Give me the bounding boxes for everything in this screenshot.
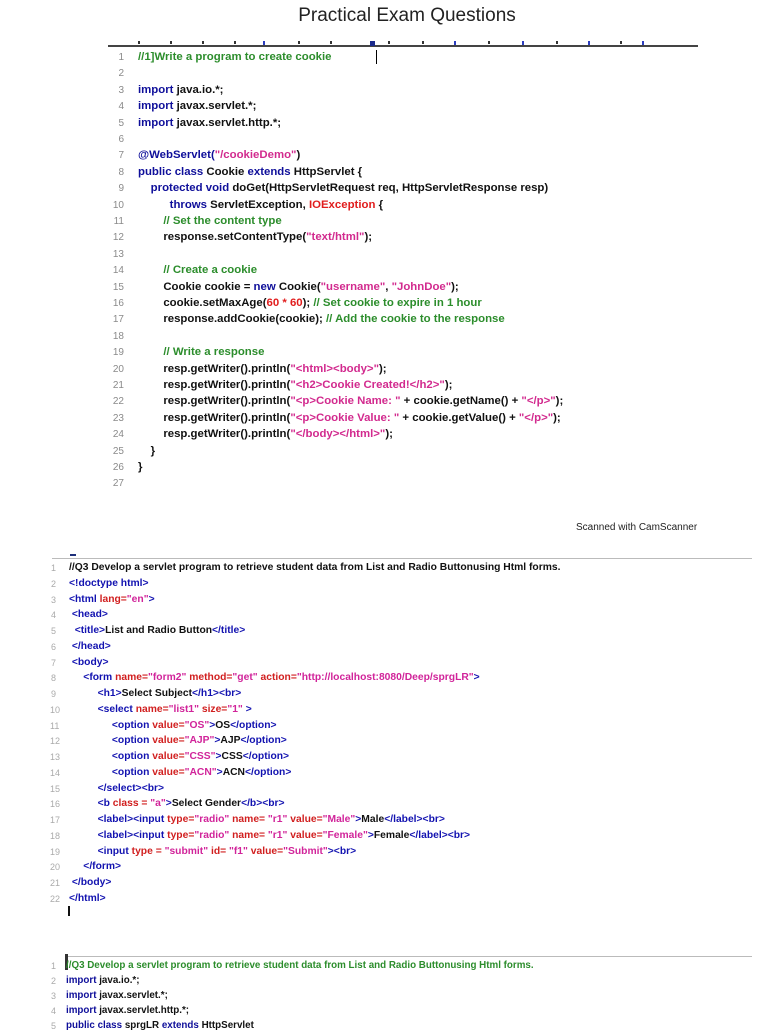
code-line	[138, 445, 155, 457]
code-token: <form	[69, 672, 116, 684]
code-line	[138, 117, 281, 129]
code-token: </html>	[69, 892, 106, 904]
code-token: "form2"	[147, 672, 190, 684]
line-number: 5	[50, 626, 56, 636]
code-token: <label><input	[69, 814, 168, 825]
code-line	[138, 199, 383, 211]
code-token	[138, 264, 163, 276]
code-token: <!doctype html>	[69, 577, 149, 589]
code-line	[138, 149, 300, 161]
ruler-tick	[202, 41, 204, 44]
line-number: 8	[118, 166, 124, 178]
code-token: </label><br>	[384, 814, 445, 825]
code-token: // Add the cookie to the response	[326, 313, 505, 326]
line-number: 15	[112, 281, 124, 293]
line-number: 6	[118, 134, 124, 145]
ruler-tick	[138, 41, 140, 44]
scanner-watermark: Scanned with CamScanner	[576, 522, 698, 533]
line-number: 2	[50, 578, 56, 589]
line-number: 5	[50, 1021, 56, 1031]
code-line	[138, 84, 223, 96]
code-token: // Write a response	[163, 346, 265, 359]
code-token: </h1><br>	[192, 688, 242, 699]
code-token: name=	[232, 814, 268, 825]
code-line	[138, 51, 332, 63]
line-number: 13	[50, 752, 61, 762]
code-line	[69, 578, 149, 589]
code-line	[69, 672, 480, 683]
code-token: HttpServlet	[201, 1020, 254, 1031]
ruler-tick	[388, 41, 390, 44]
line-number: 12	[50, 736, 61, 747]
code-token: </form>	[69, 861, 122, 873]
code-token: Cookie	[206, 165, 248, 178]
line-number: 19	[112, 347, 124, 359]
line-number: 13	[112, 248, 124, 260]
code-line	[138, 346, 264, 358]
code-token: </title>	[212, 625, 246, 636]
line-number: 23	[112, 412, 124, 424]
code-token: >	[165, 798, 172, 810]
code-token: "CSS"	[184, 751, 216, 762]
code-token: );	[444, 379, 453, 391]
code-token: public class	[138, 165, 207, 178]
line-number: 2	[50, 976, 56, 986]
line-number: 10	[50, 704, 61, 715]
code-token: //Q3 Develop a servlet program to retrieve student data from List and Radio Buttonusing Html forms.	[69, 562, 561, 573]
code-token: <label><input	[69, 829, 168, 841]
code-token: import	[66, 975, 100, 986]
line-number: 11	[113, 216, 124, 227]
line-number: 16	[50, 799, 61, 810]
code-block-html-form	[52, 554, 752, 924]
code-line	[69, 830, 470, 841]
code-token: java.io.*;	[99, 975, 140, 986]
code-token: >	[216, 766, 223, 778]
line-number: 19	[50, 846, 61, 857]
code-token: <b	[69, 798, 113, 810]
code-token: "<p>Cookie Name: "	[290, 395, 401, 408]
code-line	[138, 166, 362, 178]
line-number: 26	[112, 462, 124, 473]
code-token: javax.servlet.http.*;	[176, 116, 282, 129]
code-line	[69, 609, 108, 620]
code-token: "en"	[126, 593, 149, 605]
code-token: <option	[69, 735, 153, 747]
code-line	[138, 281, 459, 293]
code-token: throws	[169, 198, 211, 211]
code-token: 60 * 60	[266, 297, 303, 309]
code-token: public class	[66, 1020, 125, 1031]
line-number: 7	[118, 150, 124, 162]
code-token: // Set cookie to expire in 1 hour	[313, 297, 482, 309]
code-token: action=	[260, 672, 297, 684]
code-line	[138, 182, 548, 194]
code-token: // Set the content type	[163, 215, 282, 227]
code-token: Female	[373, 829, 410, 841]
code-line	[69, 562, 560, 573]
code-token: "Male"	[322, 814, 356, 825]
code-token: response.addCookie(cookie);	[138, 313, 326, 326]
code-token: <option	[69, 766, 153, 778]
code-token: value=	[152, 766, 185, 778]
line-number: 4	[50, 1006, 56, 1016]
code-token: </option>	[240, 735, 287, 747]
code-token: import	[138, 100, 177, 113]
code-token: OS	[215, 719, 231, 731]
ruler-tick	[488, 41, 490, 44]
section-marker	[70, 554, 76, 556]
code-token: cookie.setMaxAge(	[138, 297, 267, 309]
code-line	[69, 877, 111, 888]
code-token: import	[138, 116, 177, 129]
code-token: {	[375, 198, 384, 211]
code-token: protected void	[150, 182, 233, 195]
line-number: 7	[50, 657, 56, 668]
code-token: <option	[69, 719, 153, 731]
ruler-tick	[263, 41, 265, 45]
code-token: Cookie cookie =	[138, 280, 254, 293]
code-token: HttpServlet {	[293, 165, 363, 178]
code-token: );	[364, 231, 373, 244]
code-token: import	[138, 83, 177, 96]
code-token: "<h2>Cookie Created!</h2>"	[290, 379, 445, 391]
line-number: 22	[50, 893, 61, 904]
code-token: doGet(HttpServletRequest req, HttpServletResponse resp)	[232, 182, 549, 195]
code-token: );	[553, 411, 561, 424]
text-cursor	[68, 906, 70, 916]
code-token	[138, 215, 163, 227]
line-number: 3	[50, 991, 56, 1001]
line-number: 1	[118, 52, 124, 63]
code-token: >	[214, 735, 221, 747]
code-token	[138, 199, 170, 211]
ruler-indent-marker	[370, 41, 375, 46]
code-token: </head>	[69, 640, 111, 652]
code-token: "radio"	[194, 829, 233, 841]
code-token: "list1"	[168, 703, 202, 715]
line-number: 10	[112, 199, 124, 211]
code-token: "f1"	[229, 845, 251, 857]
code-line	[69, 641, 111, 652]
code-token: "radio"	[194, 814, 233, 825]
code-token: javax.servlet.*;	[99, 990, 168, 1001]
code-token: <option	[69, 751, 153, 762]
code-line	[69, 783, 164, 794]
code-token: //Q3 Develop a servlet program to retrieve student data from List and Radio Buttonusing Html forms.	[66, 960, 534, 971]
code-line	[69, 720, 277, 731]
line-number: 4	[118, 101, 124, 113]
code-token: "JohnDoe"	[391, 280, 452, 293]
code-token: "<p>Cookie Value: "	[290, 411, 400, 424]
code-token: </option>	[230, 719, 277, 731]
ruler-tick	[422, 41, 424, 44]
line-number: 8	[50, 673, 56, 684]
code-token: "a"	[150, 798, 166, 810]
code-token: value=	[152, 751, 185, 762]
code-token: "r1"	[267, 829, 291, 841]
ruler-tick	[234, 41, 236, 44]
ruler-tick	[556, 41, 558, 44]
line-number: 15	[50, 783, 61, 794]
code-token: );	[302, 297, 314, 309]
code-line	[138, 313, 505, 325]
code-line	[138, 363, 387, 375]
line-number: 14	[112, 265, 124, 277]
code-token: IOException	[308, 198, 376, 211]
line-number: 25	[112, 445, 124, 457]
code-token: name=	[232, 829, 268, 841]
code-token: );	[451, 280, 459, 293]
code-token: ><br>	[327, 845, 357, 857]
line-number: 17	[50, 815, 61, 825]
line-number: 18	[50, 830, 61, 841]
line-number: 21	[50, 878, 61, 888]
line-number: 21	[112, 380, 124, 391]
code-token: "text/html"	[306, 231, 365, 244]
code-line	[69, 767, 291, 778]
code-token: javax.servlet.*;	[176, 100, 257, 113]
code-token: class =	[112, 798, 151, 810]
code-token: "username"	[320, 280, 386, 293]
code-token: "Female"	[322, 829, 368, 841]
ruler-tick	[170, 41, 172, 44]
code-token: List and Radio Button	[105, 625, 213, 636]
code-line	[69, 814, 445, 825]
code-token: import	[66, 1005, 100, 1016]
code-token: );	[378, 362, 387, 375]
code-token: type=	[167, 829, 195, 841]
code-token: method=	[189, 672, 233, 684]
page-title: Practical Exam Questions	[298, 5, 516, 26]
code-token: <input	[69, 845, 132, 857]
code-token: + cookie.getName() +	[400, 395, 522, 408]
code-line	[138, 297, 482, 309]
code-token: "/cookieDemo"	[214, 149, 297, 162]
code-token: value=	[152, 719, 185, 731]
line-number: 5	[118, 117, 124, 129]
code-token: "get"	[232, 672, 261, 684]
code-token: // Create a cookie	[163, 264, 258, 277]
line-number: 1	[50, 961, 56, 971]
editor-ruler	[108, 45, 698, 47]
code-token: resp.getWriter().println(	[138, 362, 291, 375]
code-line	[138, 100, 256, 112]
code-token: value=	[152, 735, 185, 747]
code-token: <select	[69, 703, 136, 715]
code-token: response.setContentType(	[138, 231, 307, 244]
line-number: 16	[112, 298, 124, 309]
ruler-tick	[642, 41, 644, 45]
line-number: 17	[112, 314, 124, 326]
text-cursor	[376, 50, 377, 64]
code-token: "<html><body>"	[290, 362, 379, 375]
ruler-tick	[620, 41, 622, 44]
code-token: import	[66, 990, 100, 1001]
code-token: <title>	[69, 625, 106, 636]
ruler-tick	[330, 41, 332, 44]
code-token: "</p>"	[518, 411, 554, 424]
code-token: "r1"	[267, 814, 291, 825]
code-token: >	[473, 672, 480, 684]
code-line	[69, 751, 289, 762]
code-line	[69, 704, 252, 715]
line-number: 24	[112, 429, 124, 441]
code-token: type=	[167, 814, 195, 825]
code-token: </b><br>	[241, 798, 285, 810]
code-line	[66, 990, 168, 1001]
code-token: "ACN"	[184, 766, 217, 778]
code-token: </select><br>	[69, 782, 165, 794]
ruler-tick	[454, 41, 456, 45]
code-token: java.io.*;	[176, 83, 224, 96]
code-line	[69, 798, 285, 809]
code-line	[69, 735, 287, 746]
code-token: >	[215, 751, 222, 762]
code-token: ServletException,	[210, 198, 309, 211]
code-token: >	[209, 719, 216, 731]
section-divider	[66, 956, 752, 957]
line-number: 27	[112, 478, 124, 490]
code-line	[138, 428, 393, 440]
line-number: 6	[50, 641, 56, 652]
code-line	[69, 893, 106, 904]
line-number: 12	[112, 232, 124, 244]
code-token: size=	[201, 703, 228, 715]
code-token: >	[245, 703, 252, 715]
code-line	[138, 412, 561, 424]
code-line	[66, 960, 534, 971]
code-token: name=	[115, 672, 148, 684]
code-token: </body>	[69, 877, 112, 888]
code-line	[69, 657, 108, 668]
code-token: </option>	[242, 751, 290, 762]
code-token: Cookie(	[278, 280, 321, 293]
code-token: resp.getWriter().println(	[138, 379, 291, 391]
code-line	[138, 264, 257, 276]
code-token: extends	[161, 1020, 202, 1031]
code-block-cookie	[108, 45, 698, 495]
line-number: 14	[50, 767, 61, 778]
code-token: "submit"	[164, 845, 211, 857]
code-token: Male	[361, 814, 385, 825]
code-token: "</p>"	[521, 395, 556, 408]
code-line	[138, 231, 372, 243]
code-token: <body>	[69, 656, 109, 668]
code-token: javax.servlet.http.*;	[99, 1005, 190, 1016]
code-token: </option>	[245, 766, 292, 778]
code-token: );	[385, 428, 393, 441]
code-line	[138, 461, 142, 473]
code-token: "</body></html>"	[290, 428, 386, 441]
code-line	[69, 846, 356, 857]
code-line	[138, 395, 563, 407]
line-number: 2	[118, 68, 124, 80]
code-token	[138, 346, 163, 358]
line-number: 9	[50, 689, 56, 699]
line-number: 4	[50, 610, 56, 621]
code-token: "1"	[227, 703, 246, 715]
code-token: >	[148, 593, 155, 605]
code-token: //1]Write a program to create cookie	[138, 51, 332, 63]
code-line	[66, 1020, 254, 1031]
code-token: name=	[135, 703, 169, 715]
code-line	[69, 861, 121, 872]
code-token: >	[355, 814, 362, 825]
code-token: }	[138, 444, 156, 457]
line-number: 18	[112, 330, 124, 342]
line-number: 20	[112, 363, 124, 375]
code-token: lang=	[99, 593, 127, 605]
code-token: resp.getWriter().println(	[138, 428, 291, 441]
code-token: value=	[290, 829, 323, 841]
code-token	[138, 182, 151, 194]
code-token: value=	[250, 845, 284, 857]
code-token: "Submit"	[283, 845, 328, 857]
code-line	[69, 625, 245, 636]
code-token: >	[367, 829, 374, 841]
code-token: ,	[385, 280, 392, 293]
code-token: "OS"	[184, 719, 210, 731]
ruler-tick	[522, 41, 524, 45]
line-number: 20	[50, 862, 61, 873]
code-token: sprgLR	[124, 1020, 162, 1031]
line-number: 11	[50, 720, 60, 731]
code-token: )	[296, 149, 301, 162]
code-token: @WebServlet(	[138, 149, 215, 162]
code-token: new	[253, 280, 279, 293]
code-line	[138, 379, 452, 391]
code-token: <h1>	[69, 688, 122, 699]
ruler-tick	[588, 41, 590, 45]
code-line	[138, 215, 282, 227]
code-token: id=	[210, 845, 229, 857]
line-number: 9	[118, 183, 124, 195]
code-token: CSS	[221, 751, 243, 762]
code-line	[69, 688, 241, 699]
code-token: Select Gender	[171, 798, 242, 810]
code-token: value=	[290, 814, 323, 825]
line-number: 3	[50, 594, 56, 605]
code-line	[66, 1005, 189, 1016]
code-token: extends	[247, 165, 294, 178]
ruler-tick	[298, 41, 300, 44]
code-token: AJP	[220, 735, 241, 747]
code-token: );	[555, 395, 564, 408]
code-block-servlet	[50, 952, 752, 1031]
code-token: <head>	[69, 609, 108, 621]
code-token: </label><br>	[409, 829, 471, 841]
code-line	[69, 594, 155, 605]
code-token: }	[138, 461, 143, 473]
code-token: ACN	[222, 766, 245, 778]
code-token: <html	[69, 593, 100, 605]
line-number: 3	[118, 84, 124, 96]
line-number: 1	[50, 563, 56, 573]
code-line	[66, 975, 140, 986]
line-number: 22	[112, 396, 124, 408]
code-token: resp.getWriter().println(	[138, 395, 291, 408]
code-token: resp.getWriter().println(	[138, 411, 291, 424]
section-divider	[52, 558, 752, 559]
code-token: Select Subject	[121, 688, 193, 699]
code-token: type =	[131, 845, 165, 857]
code-token: "AJP"	[184, 735, 215, 747]
code-token: + cookie.getValue() +	[399, 411, 519, 424]
code-token: "http://localhost:8080/Deep/sprgLR"	[296, 672, 474, 684]
